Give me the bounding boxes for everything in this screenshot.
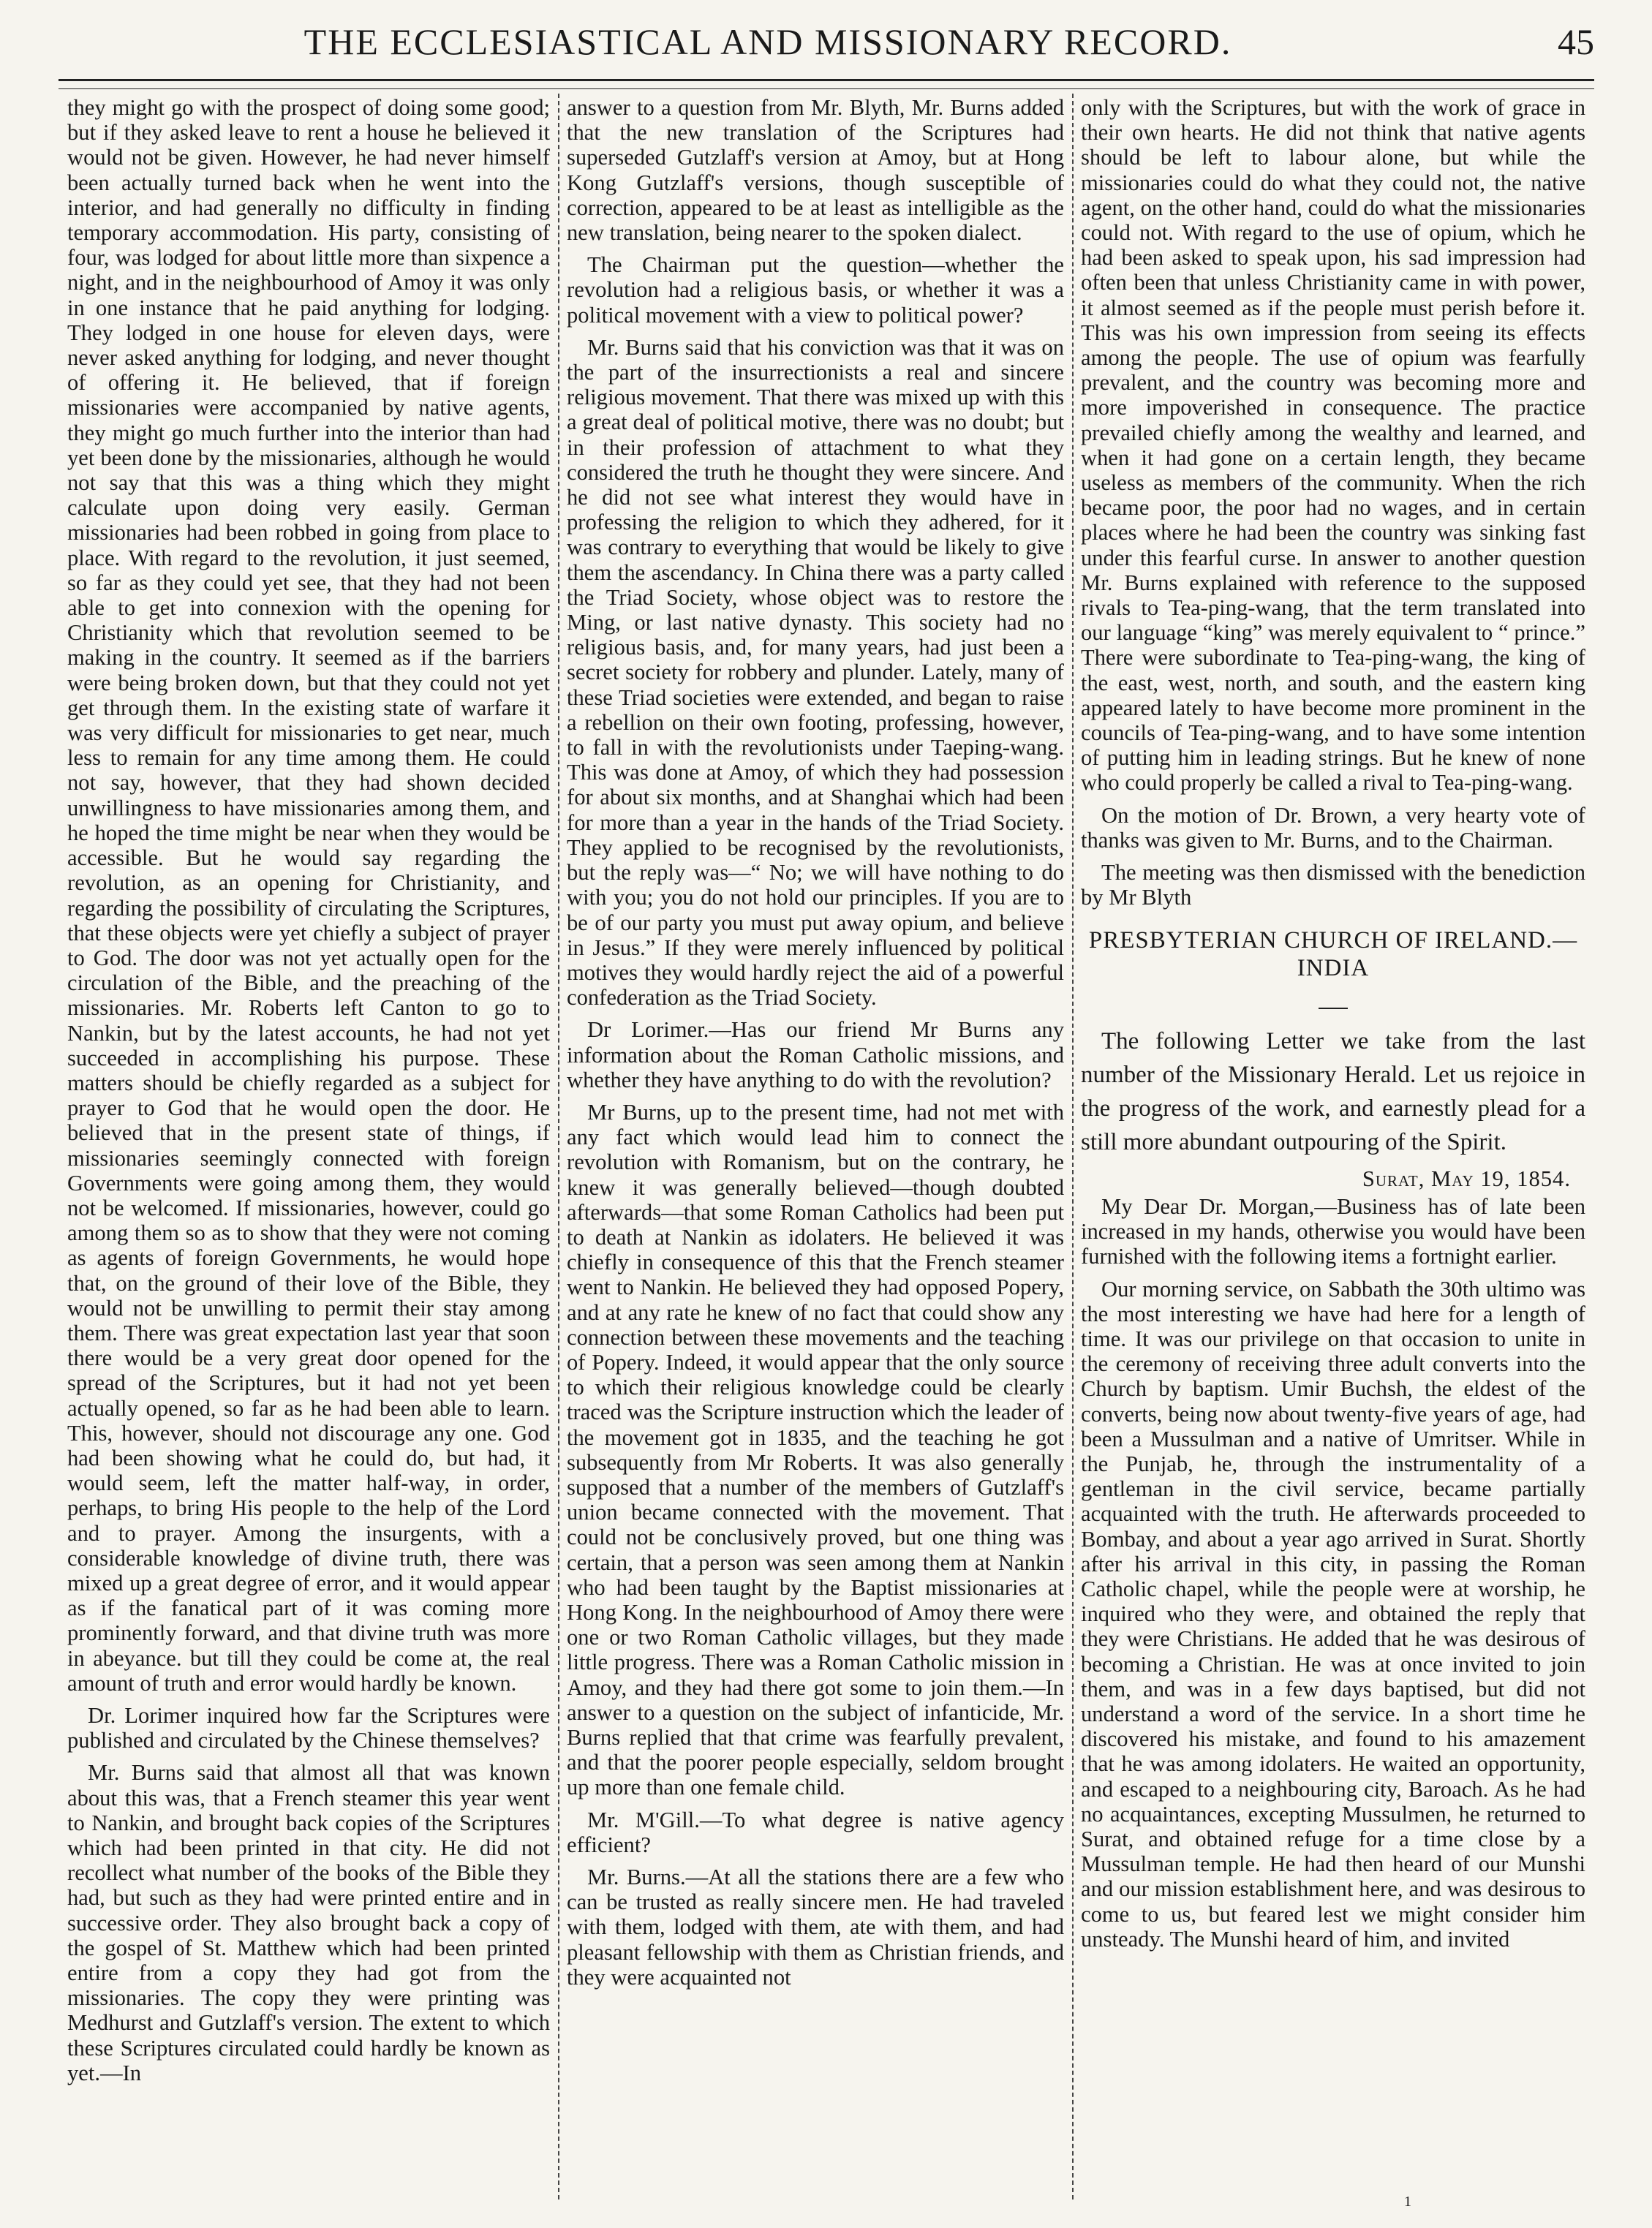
paragraph: On the motion of Dr. Brown, a very hearty vote of thanks was given to Mr. Burns, and to the Chairman. (1081, 802, 1585, 853)
column-right (1081, 95, 1585, 2201)
paragraph: Mr. Burns.—At all the stations there are a few who can be trusted as really sincere men. He had traveled with them, lodged with them, ate with them, and had pleasant fellowship with them as Christian friends, and they were acquainted not (567, 1865, 1064, 1990)
paragraph: Dr. Lorimer inquired how far the Scriptures were published and circulated by the Chinese themselves? (67, 1703, 550, 1753)
paragraph: The meeting was then dismissed with the benediction by Mr Blyth (1081, 860, 1585, 910)
paragraph: Our morning service, on Sabbath the 30th ultimo was the most interesting we have had here for a length of time. It was our privilege on that occasion to unite in the ceremony of receiving three adult converts into the Church by baptism. Umir Buchsh, the eldest of the converts, being now about twenty-five years of age, had been a Mussulman and a native of Umritser. While in the Punjab, he, through the instrumentality of a gentleman in the civil service, became partially acquainted with the truth. He afterwards proceeded to Bombay, and about a year ago arrived in Surat. Shortly after his arrival in this city, in passing the Roman Catholic chapel, while the people were at worship, he inquired who they were, and obtained the reply that they were Christians. He added that he was desirous of becoming a Christian. He was at once invited to join them, and was in a few days baptised, but did not understand a word of the service. In a short time he discovered his mistake, and found to his amazement that he was among idolaters. He waited an opportunity, and escaped to a neighbouring city, Baroach. As he had no acquaintances, excepting Mussulmen, he returned to Surat, and obtained refuge for a time close by a Mussulman temple. He had then heard of our Munshi and our mission establishment here, and was desirous to come to us, but feared lest we might consider him unsteady. The Munshi heard of him, and invited (1081, 1276, 1585, 1952)
header-rule (59, 79, 1594, 89)
paragraph: Mr. Burns said that his conviction was that it was on the part of the insurrectionists a real and sincere religious movement. That there was mixed up with this a great deal of political motive, there was no doubt; but in their profession of attachment to what they considered the truth he thought they were sincere. And he did not see what interest they would have in professing the religion to which they adhered, for it was contrary to everything that would be likely to give them the ascendancy. In China there was a party called the Triad Society, whose object was to restore the Ming, or last native dynasty. This society had no religious basis, and, for many years, had just been a secret society for robbery and plunder. Lately, many of these Triad societies were extended, and began to raise a rebellion on their own footing, professing, however, to fall in with the revolutionists under Taeping-wang. This was done at Amoy, of which they had possession for about six months, and at Shanghai which had been for more than a year in the hands of the Triad Society. They applied to be recognised by the revolutionists, but the reply was—“ No; we will have nothing to do with you; you do not hold our principles. If you are to be of our party you must put away opium, and believe in Jesus.” If they were merely influenced by political motives they would hardly reject the aid of a powerful confederation as the Triad Society. (567, 334, 1064, 1011)
paragraph: My Dear Dr. Morgan,—Business has of late been increased in my hands, otherwise you would have been furnished with the following items a fortnight earlier. (1081, 1193, 1585, 1269)
paragraph: they might go with the prospect of doing some good; but if they asked leave to rent a house he believed it would not be given. However, he had never himself been actually turned back when he went into the interior, and had generally no difficulty in finding temporary accommodation. His party, consisting of four, was lodged for about little more than sixpence a night, and in the neighbourhood of Amoy it was only in one instance that he paid anything for lodging. They lodged in one house for eleven days, were never asked anything for lodging, and never thought of offering it. He believed, that if foreign missionaries were accompanied by native agents, they might go much further into the interior than had yet been done by the missionaries, although he would not say that this was a thing which they might calculate upon doing very easily. German missionaries had been robbed in going from place to place. With regard to the revolution, it just seemed, so far as they could yet see, that they had not been able to get into connexion with the opening for Christianity which that revolution seemed to be making in the country. It seemed as if the barriers were being broken down, but that they could not yet get through them. In the existing state of warfare it was very difficult for missionaries to get near, much less to remain for any time among them. He could not say, however, that they had shown decided unwillingness to have missionaries among them, and he hoped the time might be near when they would be accessible. But he would say regarding the revolution, as an opening for Christianity, and regarding the possibility of circulating the Scriptures, that these objects were yet chiefly a subject of prayer to God. The door was not yet actually open for the circulation of the Bible, and the preaching of the missionaries. Mr. Roberts left Canton to go to Nankin, but by the latest accounts, he had not yet succeeded in accomplishing his purpose. These matters should be chiefly regarded as a subject for prayer to God that he would open the door. He believed that in the present state of things, if missionaries seemingly connected with foreign Governments were going among them, they would not be welcomed. If missionaries, however, could go among them so as to show that they were not coming as agents of foreign Governments, he would hope that, on the ground of their love of the Bible, they would not be unwilling to permit their stay among them. There was great expectation last year that soon there would be a very great door opened for the spread of the Scriptures, but it had not yet been actually opened, so far as he had been able to learn. This, however, should not discourage any one. God had been showing what he could do, but had, it would seem, left the matter half-way, in order, perhaps, to bring His people to the help of the Lord and to prayer. Among the insurgents, with a considerable knowledge of divine truth, there was mixed up a great degree of error, and it would appear as if the fanatical part of it was coming more prominently forward, and that divine truth was more in abeyance. but till they could be come at, the real amount of truth and error would hardly be known. (67, 95, 550, 1696)
footer-mark: 1 (1404, 2194, 1411, 2210)
paragraph: answer to a question from Mr. Blyth, Mr. Burns added that the new translation of the Scriptures had superseded Gutzlaff's version at Amoy, but at Hong Kong Gutzlaff's versions, though susceptible of correction, appeared to be at least as intelligible as the new translation, being nearer to the spoken dialect. (567, 95, 1064, 246)
running-title: THE ECCLESIASTICAL AND MISSIONARY RECORD. (303, 21, 1232, 62)
page-number: 45 (1558, 21, 1594, 62)
paragraph: Mr. M'Gill.—To what degree is native agency efficient? (567, 1807, 1064, 1857)
paragraph: Mr. Burns said that almost all that was known about this was, that a French steamer this year went to Nankin, and brought back copies of the Scriptures which had been printed in that city. He did not recollect what number of the books of the Bible they had, but such as they had were printed entire and in successive order. They also brought back a copy of the gospel of St. Matthew which had been printed entire from a copy they had got from the missionaries. The copy they were printing was Medhurst and Gutzlaff's version. The extent to which these Scriptures circulated could hardly be known as yet.—In (67, 1760, 550, 2085)
section-title: PRESBYTERIAN CHURCH OF IRELAND.—INDIA (1088, 926, 1578, 981)
column-divider (1072, 94, 1074, 2199)
column-middle (567, 95, 1064, 2201)
section-dash (1081, 989, 1585, 1014)
paragraph: Mr Burns, up to the present time, had not met with any fact which would lead him to connect the revolution with Romanism, but on the contrary, he knew it was generally believed—though doubted afterwards—that some Roman Catholics had been put to death at Nankin as idolaters. He believed it was chiefly in consequence of this that the French steamer went to Nankin. He believed they had opposed Popery, and at any rate he knew of no fact that could show any connection between these movements and the teaching of Popery. Indeed, it would appear that the only source to which their religious knowledge could be clearly traced was the Scripture instruction which the leader of the movement got in 1835, and the teaching he got subsequently from Mr Roberts. It was also generally supposed that a number of the members of Gutzlaff's union became connected with the movement. That could not be conclusively proved, but one thing was certain, that a person was seen among them at Nankin who had been taught by the Baptist missionaries at Hong Kong. In the neighbourhood of Amoy there were one or two Roman Catholic villages, but they made little progress. There was a Roman Catholic mission in Amoy, and they had there got some to join them.—In answer to a question on the subject of infanticide, Mr. Burns replied that that crime was fearfully prevalent, and that the poorer people especially, seldom brought up more than one female child. (567, 1099, 1064, 1800)
paragraph: Dr Lorimer.—Has our friend Mr Burns any information about the Roman Catholic missions, and whether they have anything to do with the revolution? (567, 1017, 1064, 1092)
column-divider (558, 94, 559, 2199)
column-left (67, 95, 550, 2201)
paragraph: only with the Scriptures, but with the work of grace in their own hearts. He did not think that native agents should be left to labour alone, but while the missionaries could do what they could not, the native agent, on the other hand, could do what the missionaries could not. With regard to the use of opium, which he had been asked to speak upon, his sad impression had often been that unless Christianity came in with power, it almost seemed as if the people must perish before it. This was his own impression from seeing its effects among the people. The use of opium was fearfully prevalent, and the country was becoming more and more impoverished in consequence. The practice prevailed chiefly among the wealthy and learned, and when it had gone on a certain length, they became useless as members of the community. When the rich became poor, the poor had no wages, and in certain places where he had been the country was sinking fast under this fearful curse. In answer to another question Mr. Burns explained with reference to the supposed rivals to Tea-ping-wang, that the term translated into our language “king” was merely equivalent to “ prince.” There were subordinate to Tea-ping-wang, the king of the east, west, north, and south, and the eastern king appeared lately to have become more prominent in the councils of Tea-ping-wang, and to have some intention of putting him in leading strings. But he knew of none who could properly be called a rival to Tea-ping-wang. (1081, 95, 1585, 796)
page-header (59, 20, 1594, 72)
letter-dateline: Surat, May 19, 1854. (1362, 1166, 1571, 1191)
paragraph: The Chairman put the question—whether the revolution had a religious basis, or whether it was a political movement with a view to political power? (567, 252, 1064, 328)
paragraph: The following Letter we take from the last number of the Missionary Herald. Let us rejoice in the progress of the work, and earnestly plead for a still more abundant outpouring of the Spirit. (1081, 1027, 1585, 1155)
